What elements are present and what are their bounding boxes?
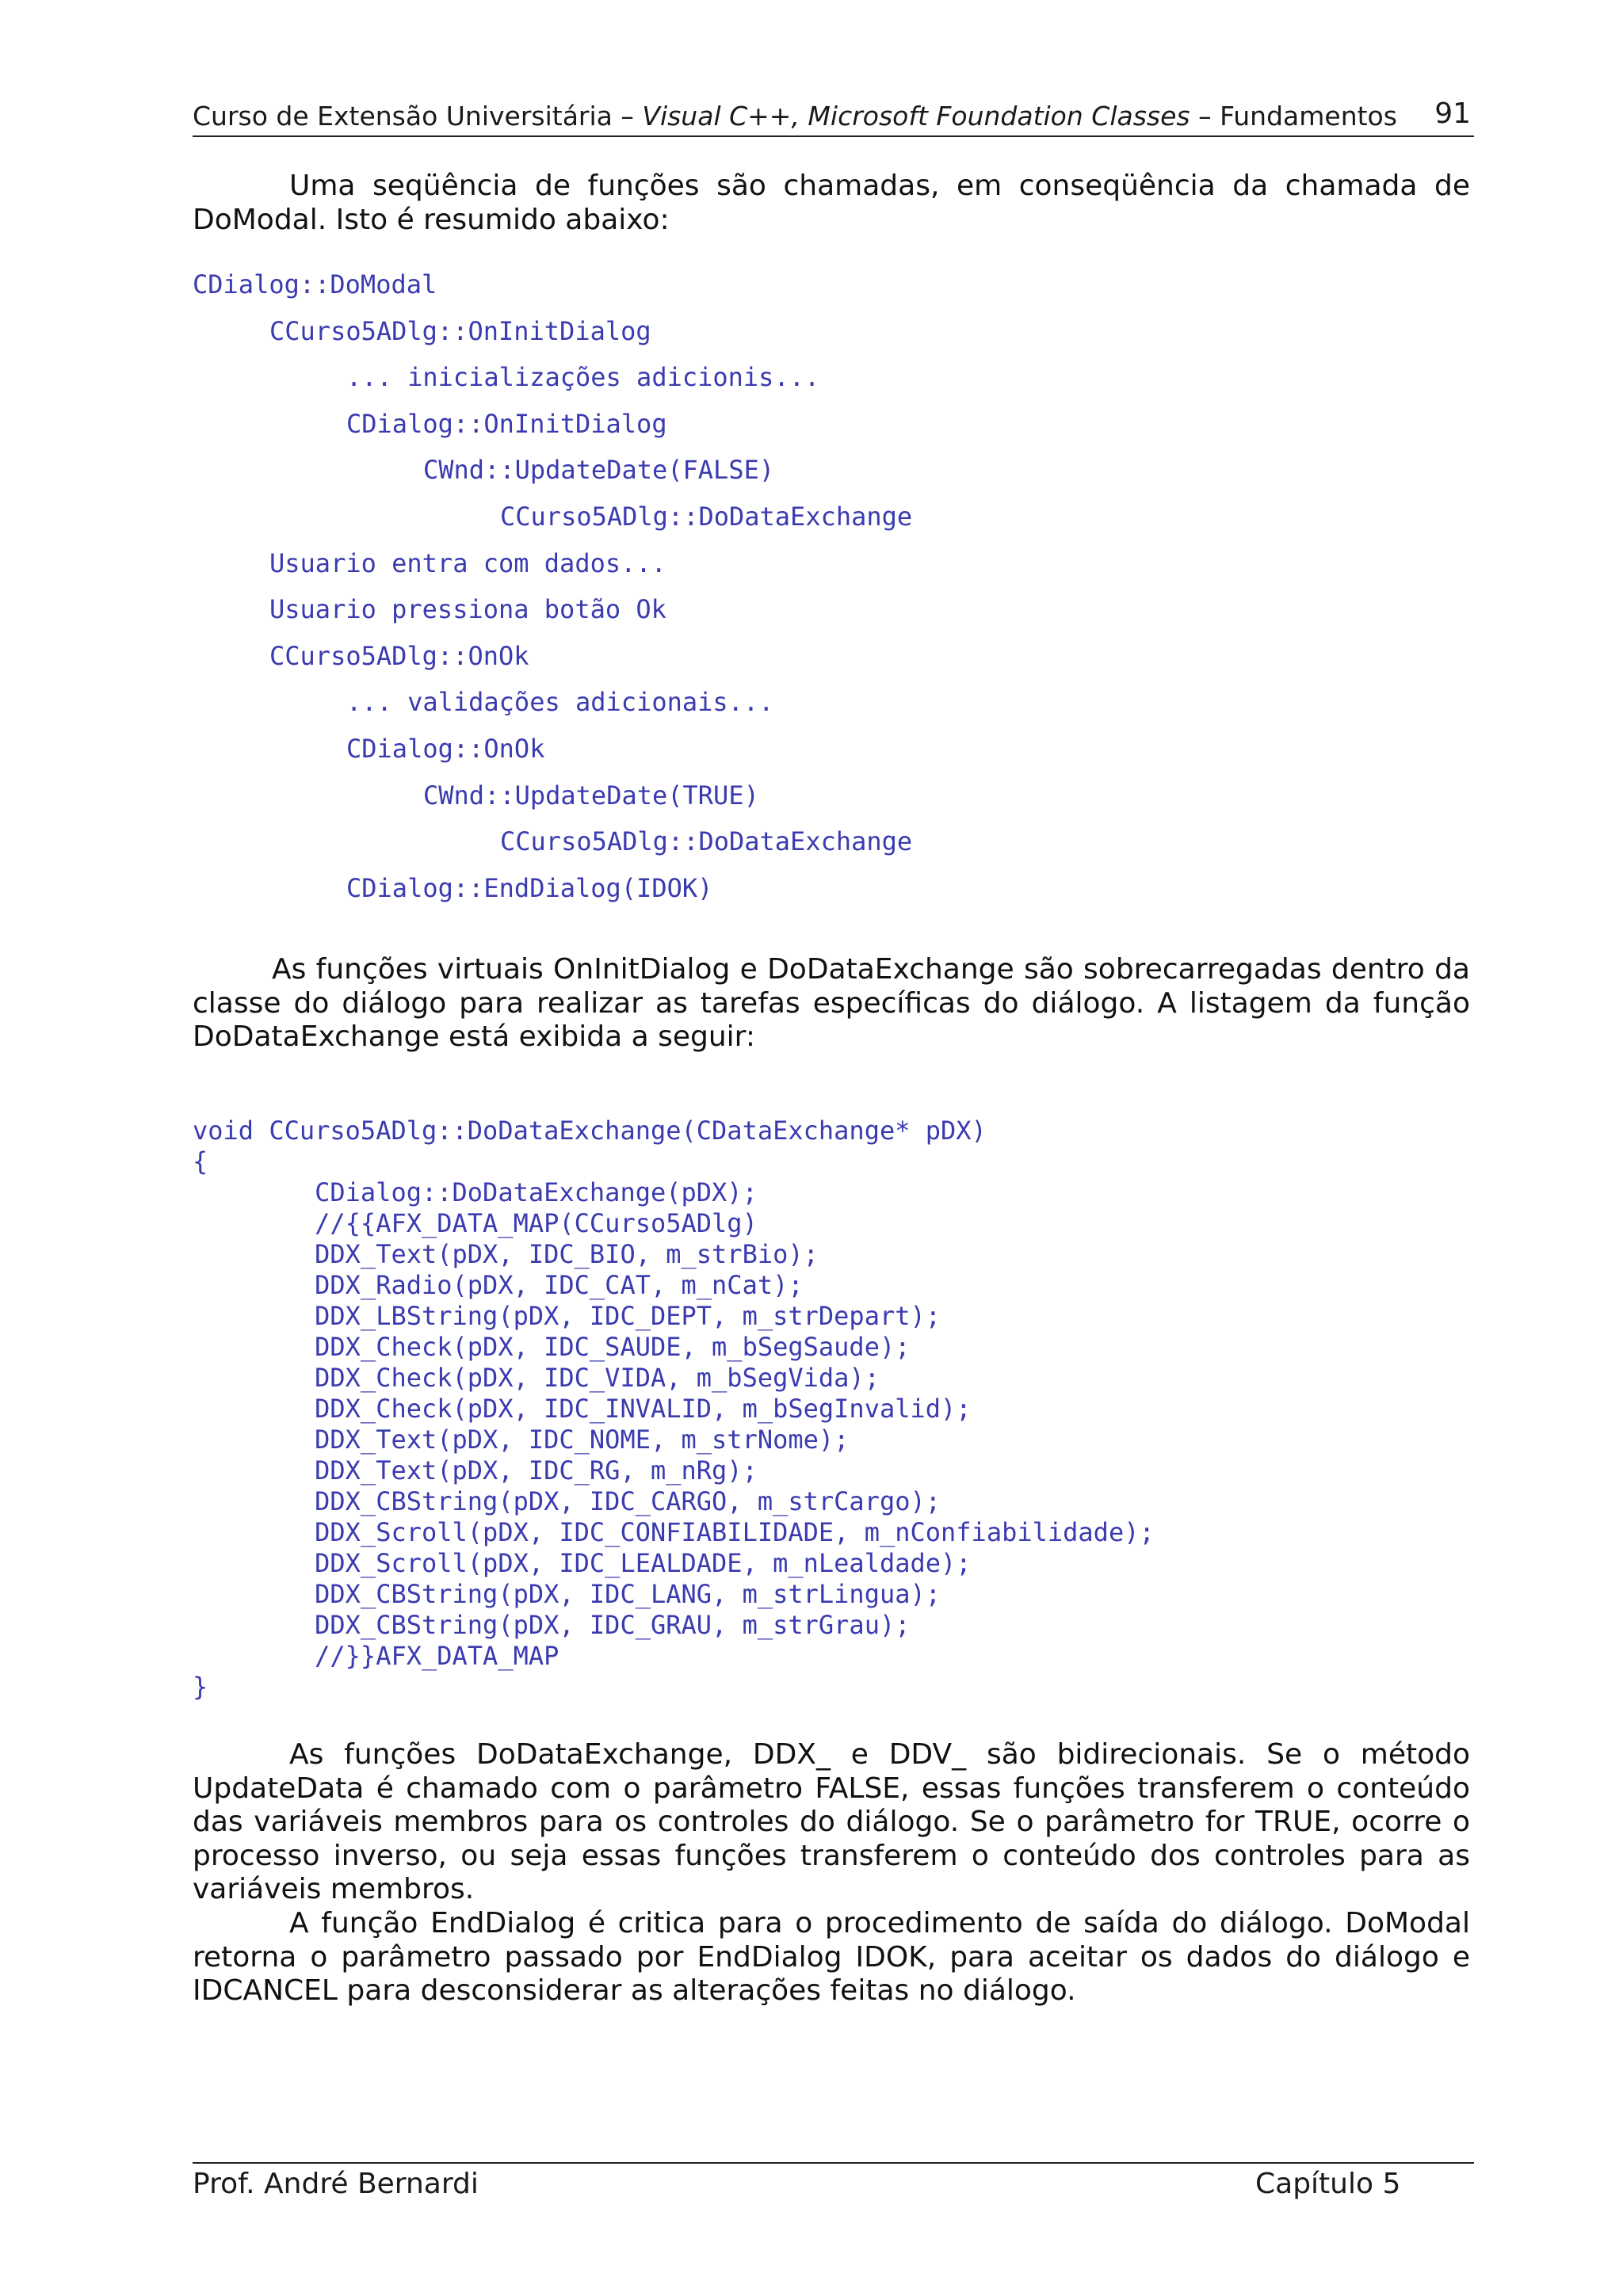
code-line: //{{AFX_DATA_MAP(CCurso5ADlg) xyxy=(193,1208,758,1238)
call-sequence-line: CCurso5ADlg::OnInitDialog xyxy=(269,315,651,346)
header-course: Curso de Extensão Universitária – xyxy=(193,101,643,132)
footer-author: Prof. André Bernardi xyxy=(193,2168,479,2200)
code-line: { xyxy=(193,1146,208,1177)
code-line: DDX_CBString(pDX, IDC_CARGO, m_strCargo); xyxy=(193,1486,941,1516)
bidirectional-paragraph: As funções DoDataExchange, DDX_ e DDV_ são bidirecionais. Se o método UpdateData é chamado com o parâmetro FALSE, essas funções transferem o conteúdo das variáveis membros para os controles do diálogo. Se o parâmetro for TRUE, ocorre o processo inverso, ou seja essas funções transferem o conteúdo dos controles para as variáveis membros. xyxy=(193,1738,1470,1905)
page-number: 91 xyxy=(1434,97,1471,130)
enddialog-paragraph: A função EndDialog é critica para o procedimento de saída do diálogo. DoModal retorna o parâmetro passado por EndDialog IDOK, para aceitar os dados do diálogo e IDCANCEL para desconsiderar as alterações feitas no diálogo. xyxy=(193,1907,1470,2007)
header-section: – Fundamentos xyxy=(1190,101,1397,132)
code-line: DDX_Scroll(pDX, IDC_LEALDADE, m_nLealdade); xyxy=(193,1548,972,1578)
call-sequence-line: ... validações adicionais... xyxy=(346,687,774,718)
call-sequence-line: Usuario entra com dados... xyxy=(269,547,666,578)
code-line: DDX_Radio(pDX, IDC_CAT, m_nCat); xyxy=(193,1270,804,1300)
call-sequence-line: CDialog::DoModal xyxy=(193,269,437,299)
footer-chapter: Capítulo 5 xyxy=(1255,2168,1401,2200)
call-sequence-line: CCurso5ADlg::OnOk xyxy=(269,640,529,671)
code-line: DDX_LBString(pDX, IDC_DEPT, m_strDepart); xyxy=(193,1301,941,1331)
header-rule xyxy=(193,135,1474,137)
header-subject: Visual C++, Microsoft Foundation Classes xyxy=(642,101,1190,132)
code-line: DDX_Text(pDX, IDC_BIO, m_strBio); xyxy=(193,1239,819,1269)
call-sequence-line: CDialog::OnOk xyxy=(346,733,545,764)
code-line: DDX_CBString(pDX, IDC_LANG, m_strLingua); xyxy=(193,1579,941,1609)
call-sequence-line: CWnd::UpdateDate(FALSE) xyxy=(423,455,775,486)
code-line: void CCurso5ADlg::DoDataExchange(CDataExchange* pDX) xyxy=(193,1116,987,1146)
code-line: DDX_Scroll(pDX, IDC_CONFIABILIDADE, m_nConfiabilidade); xyxy=(193,1517,1155,1547)
code-line: DDX_Check(pDX, IDC_SAUDE, m_bSegSaude); xyxy=(193,1332,911,1362)
intro-paragraph: Uma seqüência de funções são chamadas, em conseqüência da chamada de DoModal. Isto é resumido abaixo: xyxy=(193,170,1470,236)
virtual-functions-paragraph: As funções virtuais OnInitDialog e DoDataExchange são sobrecarregadas dentro da classe do diálogo para realizar as tarefas específicas do diálogo. A listagem da função DoDataExchange está exibida a seguir: xyxy=(193,953,1470,1053)
code-line: DDX_Check(pDX, IDC_VIDA, m_bSegVida); xyxy=(193,1363,880,1393)
call-sequence-line: Usuario pressiona botão Ok xyxy=(269,594,666,625)
call-sequence-line: CCurso5ADlg::DoDataExchange xyxy=(500,501,913,532)
call-sequence-line: CDialog::EndDialog(IDOK) xyxy=(346,872,713,903)
code-line: DDX_Text(pDX, IDC_RG, m_nRg); xyxy=(193,1455,758,1486)
call-sequence-line: ... inicializações adicionis... xyxy=(346,362,820,393)
code-line: DDX_Check(pDX, IDC_INVALID, m_bSegInvalid); xyxy=(193,1394,972,1424)
code-line: DDX_CBString(pDX, IDC_GRAU, m_strGrau); xyxy=(193,1610,911,1640)
code-listing xyxy=(193,1116,1381,1703)
code-line: CDialog::DoDataExchange(pDX); xyxy=(193,1177,758,1207)
code-line: } xyxy=(193,1672,208,1702)
running-header xyxy=(193,99,1461,134)
call-sequence-line: CWnd::UpdateDate(TRUE) xyxy=(423,780,759,810)
footer-rule xyxy=(193,2162,1474,2164)
call-sequence-line: CDialog::OnInitDialog xyxy=(346,408,667,439)
code-line: DDX_Text(pDX, IDC_NOME, m_strNome); xyxy=(193,1425,850,1455)
code-line: //}}AFX_DATA_MAP xyxy=(193,1641,559,1671)
call-sequence xyxy=(193,261,1302,911)
call-sequence-line: CCurso5ADlg::DoDataExchange xyxy=(500,826,913,857)
